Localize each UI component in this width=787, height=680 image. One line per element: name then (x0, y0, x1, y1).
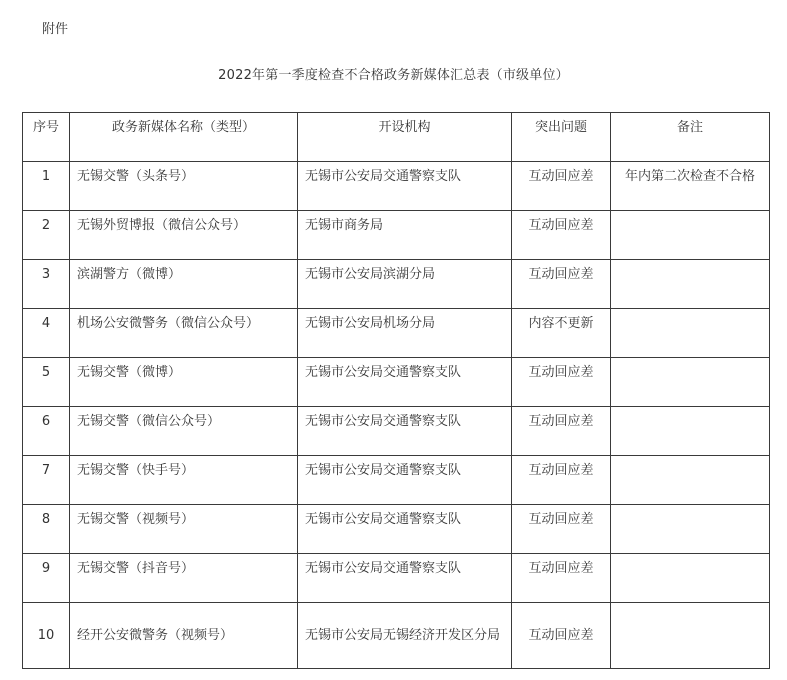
row-org: 无锡市商务局 (298, 211, 512, 260)
row-index: 7 (23, 456, 70, 505)
row-org: 无锡市公安局无锡经济开发区分局 (298, 603, 512, 669)
table-row (23, 309, 770, 358)
row-org: 无锡市公安局滨湖分局 (298, 260, 512, 309)
row-index: 2 (23, 211, 70, 260)
row-org: 无锡市公安局机场分局 (298, 309, 512, 358)
row-name: 无锡交警（快手号） (70, 456, 298, 505)
row-issue: 互动回应差 (512, 554, 611, 603)
row-note (611, 554, 770, 603)
row-org: 无锡市公安局交通警察支队 (298, 162, 512, 211)
row-name: 机场公安微警务（微信公众号） (70, 309, 298, 358)
row-note (611, 309, 770, 358)
row-name: 经开公安微警务（视频号） (70, 603, 298, 669)
row-issue: 互动回应差 (512, 260, 611, 309)
attachment-label: 附件 (42, 22, 69, 37)
row-name: 无锡交警（视频号） (70, 505, 298, 554)
row-note (611, 260, 770, 309)
table-row (23, 456, 770, 505)
row-issue: 互动回应差 (512, 456, 611, 505)
row-issue: 互动回应差 (512, 407, 611, 456)
table-row (23, 162, 770, 211)
table-row (23, 260, 770, 309)
row-name: 无锡交警（微信公众号） (70, 407, 298, 456)
row-note (611, 603, 770, 669)
row-note (611, 358, 770, 407)
header-org: 开设机构 (298, 113, 512, 162)
row-issue: 内容不更新 (512, 309, 611, 358)
row-name: 无锡交警（头条号） (70, 162, 298, 211)
header-issue: 突出问题 (512, 113, 611, 162)
header-note: 备注 (611, 113, 770, 162)
row-note (611, 505, 770, 554)
table-row (23, 554, 770, 603)
table-row (23, 211, 770, 260)
row-org: 无锡市公安局交通警察支队 (298, 358, 512, 407)
row-name: 滨湖警方（微博） (70, 260, 298, 309)
row-index: 3 (23, 260, 70, 309)
row-index: 4 (23, 309, 70, 358)
table-row (23, 505, 770, 554)
row-index: 10 (23, 603, 70, 669)
row-index: 6 (23, 407, 70, 456)
row-note (611, 456, 770, 505)
row-issue: 互动回应差 (512, 603, 611, 669)
row-issue: 互动回应差 (512, 358, 611, 407)
row-issue: 互动回应差 (512, 505, 611, 554)
row-index: 8 (23, 505, 70, 554)
row-index: 9 (23, 554, 70, 603)
row-note (611, 407, 770, 456)
row-name: 无锡交警（微博） (70, 358, 298, 407)
table-row (23, 407, 770, 456)
header-index: 序号 (23, 113, 70, 162)
row-index: 1 (23, 162, 70, 211)
row-org: 无锡市公安局交通警察支队 (298, 407, 512, 456)
summary-table (22, 112, 770, 669)
row-issue: 互动回应差 (512, 162, 611, 211)
row-issue: 互动回应差 (512, 211, 611, 260)
row-org: 无锡市公安局交通警察支队 (298, 554, 512, 603)
document-title: 2022年第一季度检查不合格政务新媒体汇总表（市级单位） (218, 68, 569, 83)
row-note: 年内第二次检查不合格 (611, 162, 770, 211)
table-header-row (23, 113, 770, 162)
header-name: 政务新媒体名称（类型） (70, 113, 298, 162)
table-row (23, 358, 770, 407)
row-name: 无锡交警（抖音号） (70, 554, 298, 603)
row-index: 5 (23, 358, 70, 407)
row-org: 无锡市公安局交通警察支队 (298, 505, 512, 554)
row-note (611, 211, 770, 260)
row-org: 无锡市公安局交通警察支队 (298, 456, 512, 505)
table-row (23, 603, 770, 669)
row-name: 无锡外贸博报（微信公众号） (70, 211, 298, 260)
